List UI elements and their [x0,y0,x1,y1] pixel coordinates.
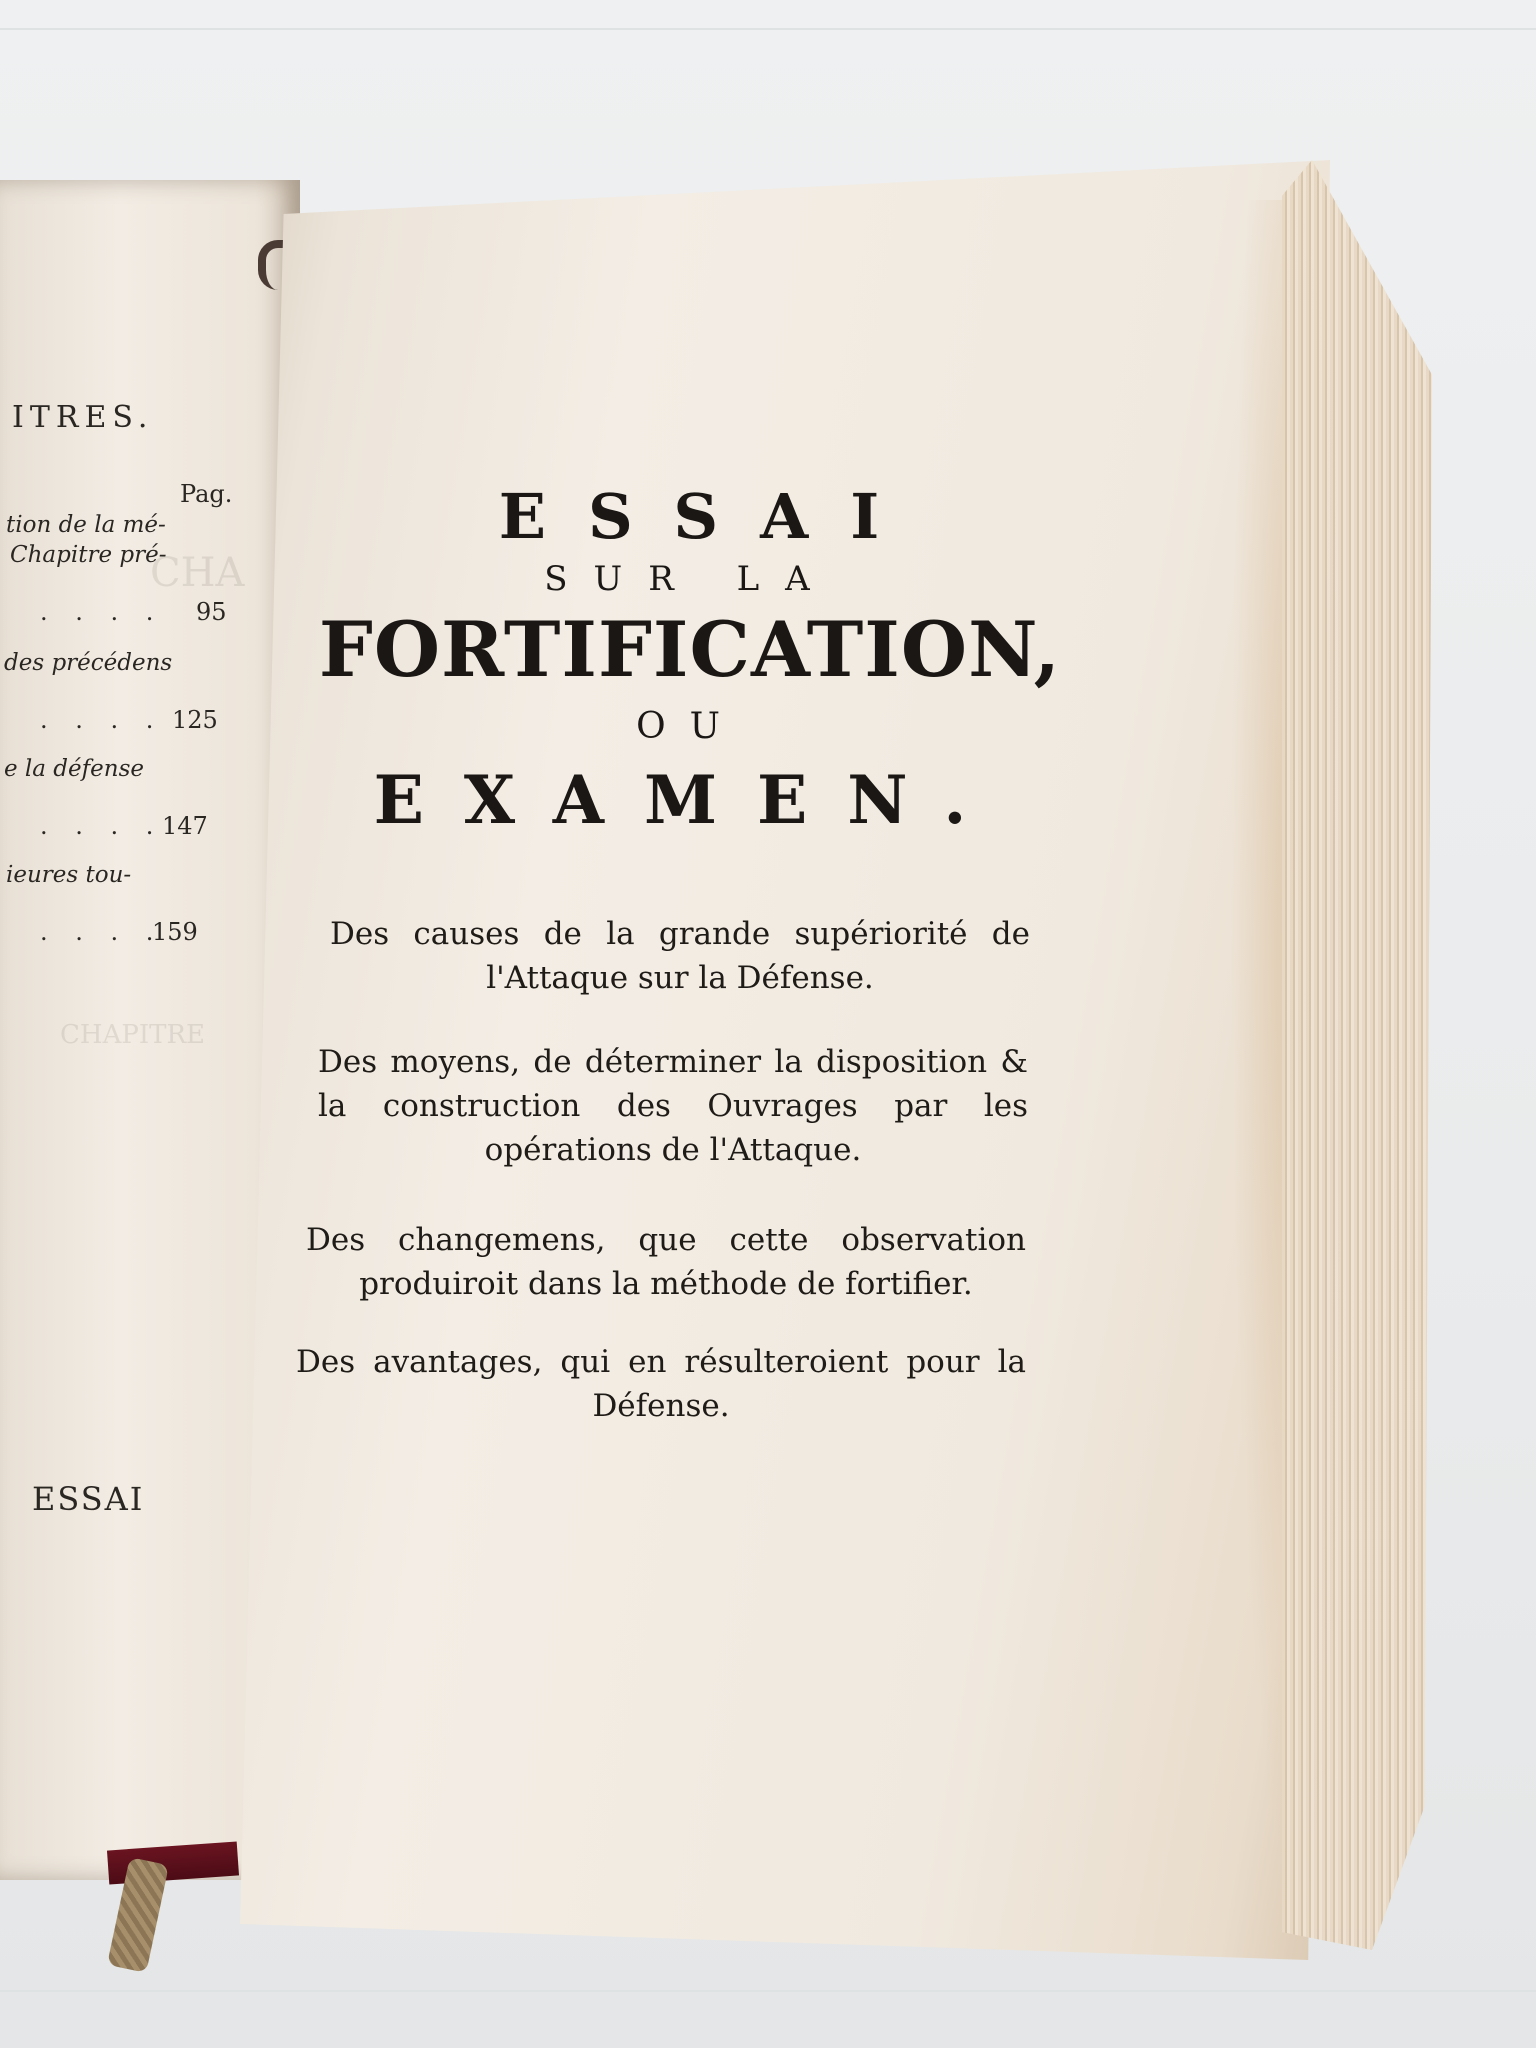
toc-line: des précédens [4,650,173,676]
deckled-page-edges [1282,160,1432,1950]
toc-page-number: 159 [152,918,198,946]
toc-page-number: 125 [172,706,218,734]
title-examen: EXAMEN. [373,761,1007,839]
bleed-through-text: CHAPITRE [60,1020,206,1050]
toc-dots: . . . . [40,812,164,840]
bleed-through-text: CHA [150,550,245,596]
toc-line: tion de la mé- [6,512,166,538]
subtitle-paragraph: Des moyens, de déterminer la disposition & la construction des Ouvrages par les opérations de l'Attaque. [318,1044,1028,1168]
table-seam [0,1990,1536,1992]
table-seam [0,28,1536,30]
title-ou: OU [636,706,744,747]
catchword: ESSAI [32,1480,145,1518]
title-block [300,480,1080,839]
toc-line: Chapitre pré- [10,542,167,568]
subtitle-paragraph: Des avantages, qui en résulteroient pour la Défense. [296,1344,1026,1424]
toc-line: ieures tou- [6,862,132,888]
pag-label: Pag. [180,480,233,508]
subtitle-paragraph: Des changemens, que cette observation produiroit dans la méthode de fortifier. [306,1222,1026,1302]
title-essai: ESSAI [498,480,922,553]
toc-line: e la défense [4,756,144,782]
toc-dots: . . . . [40,598,164,626]
title-sur-la: SUR LA [544,559,836,599]
toc-page-number: 95 [196,598,227,626]
toc-page-number: 147 [162,812,208,840]
toc-header: ITRES. [12,400,154,435]
title-fortification: FORTIFICATION, [318,605,1062,694]
toc-dots: . . . . [40,706,164,734]
subtitle-paragraph: Des causes de la grande supériorité de l'Attaque sur la Défense. [330,916,1030,996]
toc-dots: . . . . [40,918,164,946]
